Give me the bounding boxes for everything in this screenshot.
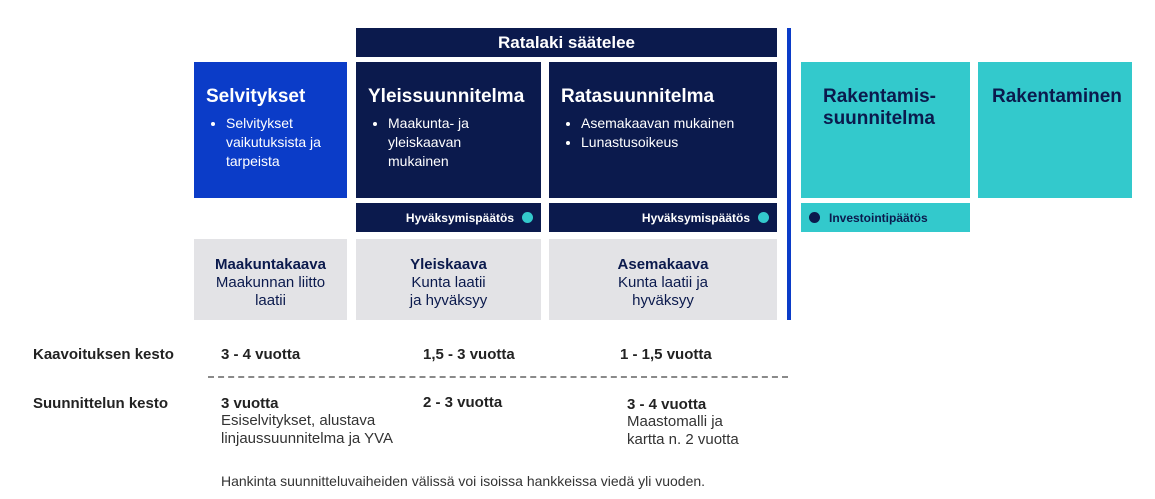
plan-title: Maakuntakaava: [215, 256, 326, 273]
plan-title: Asemakaava: [617, 256, 709, 273]
planning-duration-value: 2 - 3 vuotta: [423, 394, 503, 411]
phase-rakentaminen: [978, 62, 1132, 198]
phase-divider: [787, 28, 791, 320]
dashed-separator: [208, 376, 788, 378]
zoning-duration-value: 3 - 4 vuotta: [221, 346, 301, 363]
bullet-item: • Maakunta- ja yleiskaavan mukainen: [388, 114, 481, 171]
plan-title: Yleiskaava: [410, 256, 487, 273]
investment-decision: [801, 203, 970, 232]
planning-duration-value: 3 vuotta: [221, 395, 279, 412]
plan-desc: Kunta laatii ja hyväksyy: [617, 274, 709, 309]
approval-label: Hyväksymispäätös: [641, 210, 750, 225]
approval-decision-2: [549, 203, 777, 232]
phase-title: Rakentaminen: [992, 86, 1122, 107]
bullet-list: [206, 114, 339, 171]
footnote: Hankinta suunnitteluvaiheiden välissä voi isoissa hankkeissa viedä yli vuoden.: [221, 473, 706, 489]
phase-title: Rakentamis-suunnitelma: [823, 86, 936, 129]
bullet-item: • Selvitykset vaikutuksista ja tarpeista: [226, 114, 339, 171]
plan-yleiskaava: [356, 239, 541, 320]
bullet-list: [561, 114, 769, 152]
phase-yleissuunnitelma: [356, 62, 541, 198]
planning-duration-3: [627, 396, 777, 449]
phase-title: Yleissuunnitelma: [368, 86, 525, 107]
plan-desc: Kunta laatii ja hyväksyy: [409, 274, 488, 309]
milestone-dot-icon: [758, 212, 769, 223]
phase-title: Ratasuunnitelma: [561, 86, 715, 107]
plan-asemakaava: [549, 239, 777, 320]
planning-duration-label: Suunnittelun kesto: [33, 395, 168, 412]
zoning-duration-label: Kaavoituksen kesto: [33, 346, 174, 363]
milestone-dot-icon: [809, 212, 820, 223]
approval-decision-1: [356, 203, 541, 232]
phase-rakentamissuunnitelma: [801, 62, 970, 198]
bullet-item: • Lunastusoikeus: [581, 133, 769, 152]
phase-ratasuunnitelma: [549, 62, 777, 198]
bullet-list: [368, 114, 533, 171]
planning-duration-desc: Esiselvitykset, alustava linjaussuunnitelma ja YVA: [221, 412, 394, 447]
planning-duration-desc: Maastomalli ja kartta n. 2 vuotta: [627, 413, 739, 448]
planning-duration-2: [423, 394, 573, 411]
bullet-item: • Asemakaavan mukainen: [581, 114, 769, 133]
zoning-duration-value: 1 - 1,5 vuotta: [620, 346, 712, 363]
milestone-dot-icon: [522, 212, 533, 223]
plan-desc: Maakunnan liitto laatii: [215, 274, 326, 309]
phase-title: Selvitykset: [206, 86, 306, 107]
phase-selvitykset: [194, 62, 347, 198]
zoning-duration-value: 1,5 - 3 vuotta: [423, 346, 515, 363]
planning-duration-1: [221, 395, 421, 448]
plan-maakuntakaava: [194, 239, 347, 320]
approval-label: Hyväksymispäätös: [405, 210, 514, 225]
ratalaki-header: Ratalaki säätelee: [356, 28, 777, 57]
investment-label: Investointipäätös: [829, 210, 928, 225]
planning-duration-value: 3 - 4 vuotta: [627, 396, 707, 413]
